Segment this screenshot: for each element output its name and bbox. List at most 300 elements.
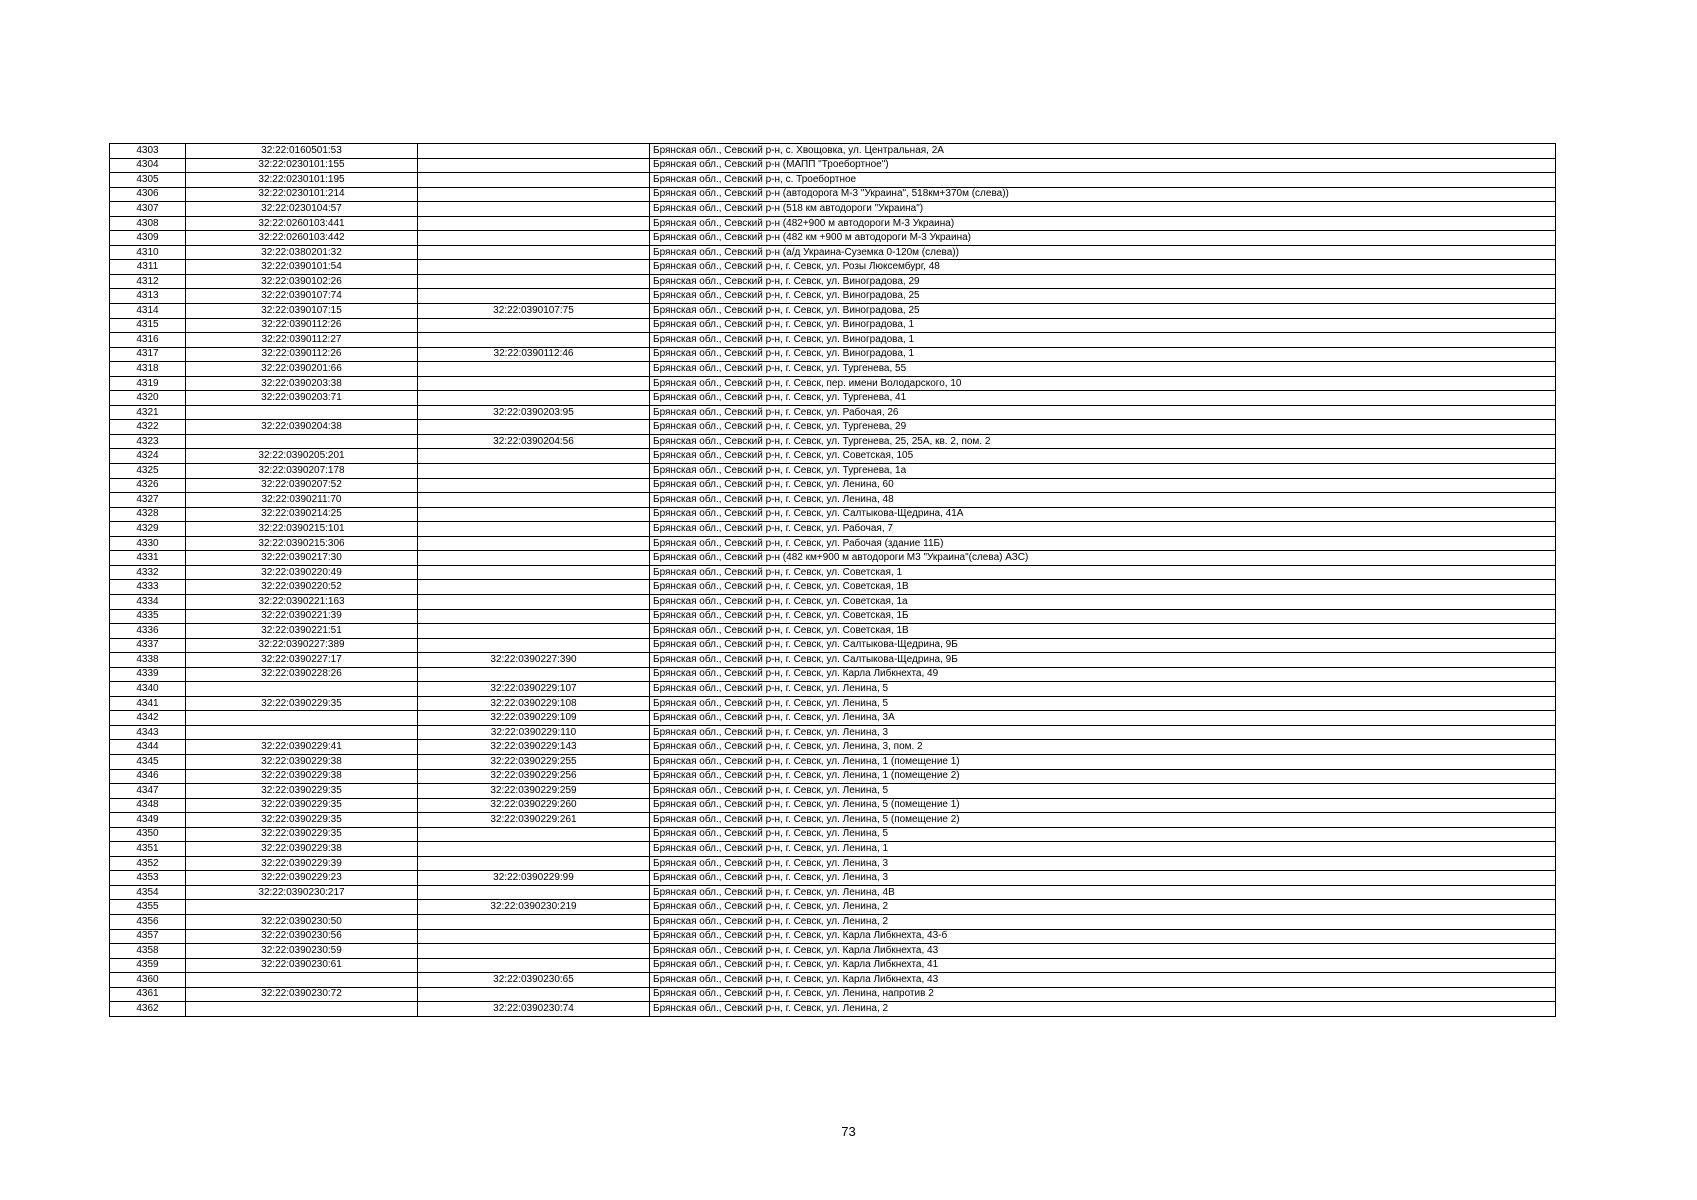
- address-cell: Брянская обл., Севский р-н, г. Севск, ул. Тургенева, 1а: [650, 464, 1556, 479]
- cadastral-number-cell: 32:22:0390230:56: [186, 929, 418, 944]
- cadastral-number-cell: 32:22:0390230:217: [186, 885, 418, 900]
- related-cadastral-number-cell: 32:22:0390229:259: [418, 784, 650, 799]
- related-cadastral-number-cell: 32:22:0390229:107: [418, 682, 650, 697]
- related-cadastral-number-cell: [418, 216, 650, 231]
- row-number-cell: 4362: [110, 1002, 186, 1017]
- row-number-cell: 4350: [110, 827, 186, 842]
- related-cadastral-number-cell: [418, 376, 650, 391]
- row-number-cell: 4311: [110, 260, 186, 275]
- related-cadastral-number-cell: 32:22:0390112:46: [418, 347, 650, 362]
- row-number-cell: 4357: [110, 929, 186, 944]
- related-cadastral-number-cell: [418, 507, 650, 522]
- row-number-cell: 4332: [110, 565, 186, 580]
- property-table-body: [110, 144, 1556, 1017]
- table-row: [110, 900, 1556, 915]
- related-cadastral-number-cell: [418, 289, 650, 304]
- related-cadastral-number-cell: 32:22:0390227:390: [418, 653, 650, 668]
- related-cadastral-number-cell: 32:22:0390229:109: [418, 711, 650, 726]
- row-number-cell: 4325: [110, 464, 186, 479]
- table-row: [110, 362, 1556, 377]
- address-cell: Брянская обл., Севский р-н, г. Севск, ул. Советская, 1В: [650, 580, 1556, 595]
- cadastral-number-cell: 32:22:0390207:52: [186, 478, 418, 493]
- related-cadastral-number-cell: [418, 594, 650, 609]
- related-cadastral-number-cell: 32:22:0390229:110: [418, 725, 650, 740]
- related-cadastral-number-cell: 32:22:0390203:95: [418, 405, 650, 420]
- address-cell: Брянская обл., Севский р-н (МАПП "Троебортное"): [650, 158, 1556, 173]
- address-cell: Брянская обл., Севский р-н, г. Севск, ул. Виноградова, 25: [650, 289, 1556, 304]
- table-row: [110, 784, 1556, 799]
- table-row: [110, 420, 1556, 435]
- cadastral-number-cell: [186, 434, 418, 449]
- row-number-cell: 4318: [110, 362, 186, 377]
- related-cadastral-number-cell: [418, 536, 650, 551]
- row-number-cell: 4338: [110, 653, 186, 668]
- row-number-cell: 4341: [110, 696, 186, 711]
- cadastral-number-cell: 32:22:0390227:17: [186, 653, 418, 668]
- table-row: [110, 929, 1556, 944]
- address-cell: Брянская обл., Севский р-н (482+900 м автодороги М-3 Украина): [650, 216, 1556, 231]
- row-number-cell: 4315: [110, 318, 186, 333]
- table-row: [110, 987, 1556, 1002]
- cadastral-number-cell: 32:22:0230101:214: [186, 187, 418, 202]
- table-row: [110, 333, 1556, 348]
- cadastral-number-cell: [186, 1002, 418, 1017]
- table-row: [110, 682, 1556, 697]
- table-row: [110, 405, 1556, 420]
- table-row: [110, 842, 1556, 857]
- cadastral-number-cell: 32:22:0390214:25: [186, 507, 418, 522]
- row-number-cell: 4314: [110, 304, 186, 319]
- table-row: [110, 638, 1556, 653]
- address-cell: Брянская обл., Севский р-н, г. Севск, ул. Ленина, напротив 2: [650, 987, 1556, 1002]
- address-cell: Брянская обл., Севский р-н, г. Севск, ул. Ленина, 3: [650, 871, 1556, 886]
- cadastral-number-cell: 32:22:0380201:32: [186, 245, 418, 260]
- related-cadastral-number-cell: [418, 856, 650, 871]
- cadastral-number-cell: 32:22:0390230:59: [186, 944, 418, 959]
- related-cadastral-number-cell: [418, 144, 650, 159]
- row-number-cell: 4344: [110, 740, 186, 755]
- related-cadastral-number-cell: 32:22:0390229:143: [418, 740, 650, 755]
- cadastral-number-cell: 32:22:0390107:15: [186, 304, 418, 319]
- row-number-cell: 4340: [110, 682, 186, 697]
- address-cell: Брянская обл., Севский р-н, г. Севск, ул. Ленина, 1 (помещение 1): [650, 754, 1556, 769]
- table-row: [110, 464, 1556, 479]
- row-number-cell: 4358: [110, 944, 186, 959]
- related-cadastral-number-cell: [418, 187, 650, 202]
- table-row: [110, 609, 1556, 624]
- table-row: [110, 158, 1556, 173]
- table-row: [110, 260, 1556, 275]
- related-cadastral-number-cell: 32:22:0390107:75: [418, 304, 650, 319]
- cadastral-number-cell: 32:22:0230101:195: [186, 173, 418, 188]
- cadastral-number-cell: 32:22:0390203:71: [186, 391, 418, 406]
- cadastral-number-cell: 32:22:0390107:74: [186, 289, 418, 304]
- cadastral-number-cell: 32:22:0390101:54: [186, 260, 418, 275]
- related-cadastral-number-cell: [418, 260, 650, 275]
- cadastral-number-cell: 32:22:0260103:442: [186, 231, 418, 246]
- table-row: [110, 711, 1556, 726]
- cadastral-number-cell: [186, 405, 418, 420]
- row-number-cell: 4304: [110, 158, 186, 173]
- address-cell: Брянская обл., Севский р-н, г. Севск, ул. Салтыкова-Щедрина, 9Б: [650, 653, 1556, 668]
- cadastral-number-cell: 32:22:0390230:72: [186, 987, 418, 1002]
- related-cadastral-number-cell: [418, 958, 650, 973]
- cadastral-number-cell: [186, 725, 418, 740]
- cadastral-number-cell: 32:22:0390227:389: [186, 638, 418, 653]
- table-row: [110, 449, 1556, 464]
- related-cadastral-number-cell: 32:22:0390229:256: [418, 769, 650, 784]
- address-cell: Брянская обл., Севский р-н, г. Севск, ул. Ленина, 1: [650, 842, 1556, 857]
- row-number-cell: 4333: [110, 580, 186, 595]
- address-cell: Брянская обл., Севский р-н, г. Севск, ул. Ленина, 2: [650, 1002, 1556, 1017]
- cadastral-number-cell: 32:22:0390220:52: [186, 580, 418, 595]
- table-row: [110, 144, 1556, 159]
- cadastral-number-cell: 32:22:0390102:26: [186, 274, 418, 289]
- table-row: [110, 754, 1556, 769]
- cadastral-number-cell: 32:22:0390229:39: [186, 856, 418, 871]
- table-row: [110, 493, 1556, 508]
- related-cadastral-number-cell: [418, 565, 650, 580]
- cadastral-number-cell: [186, 973, 418, 988]
- row-number-cell: 4359: [110, 958, 186, 973]
- address-cell: Брянская обл., Севский р-н, г. Севск, ул. Виноградова, 1: [650, 347, 1556, 362]
- related-cadastral-number-cell: 32:22:0390230:219: [418, 900, 650, 915]
- address-cell: Брянская обл., Севский р-н, г. Севск, ул. Виноградова, 29: [650, 274, 1556, 289]
- related-cadastral-number-cell: [418, 842, 650, 857]
- address-cell: Брянская обл., Севский р-н, г. Севск, ул. Карла Либкнехта, 49: [650, 667, 1556, 682]
- cadastral-number-cell: 32:22:0390112:26: [186, 347, 418, 362]
- row-number-cell: 4313: [110, 289, 186, 304]
- cadastral-number-cell: 32:22:0390112:26: [186, 318, 418, 333]
- cadastral-number-cell: 32:22:0390230:61: [186, 958, 418, 973]
- address-cell: Брянская обл., Севский р-н, г. Севск, ул. Ленина, 60: [650, 478, 1556, 493]
- row-number-cell: 4303: [110, 144, 186, 159]
- address-cell: Брянская обл., Севский р-н (518 км автодороги "Украина"): [650, 202, 1556, 217]
- table-row: [110, 813, 1556, 828]
- cadastral-number-cell: 32:22:0390229:35: [186, 798, 418, 813]
- row-number-cell: 4320: [110, 391, 186, 406]
- cadastral-number-cell: 32:22:0390229:41: [186, 740, 418, 755]
- address-cell: Брянская обл., Севский р-н, с. Хвощовка, ул. Центральная, 2А: [650, 144, 1556, 159]
- address-cell: Брянская обл., Севский р-н, г. Севск, ул. Ленина, 3А: [650, 711, 1556, 726]
- cadastral-number-cell: 32:22:0390203:38: [186, 376, 418, 391]
- address-cell: Брянская обл., Севский р-н, г. Севск, ул. Ленина, 3: [650, 725, 1556, 740]
- related-cadastral-number-cell: [418, 318, 650, 333]
- cadastral-number-cell: 32:22:0390229:38: [186, 769, 418, 784]
- address-cell: Брянская обл., Севский р-н, г. Севск, ул. Карла Либкнехта, 43: [650, 973, 1556, 988]
- address-cell: Брянская обл., Севский р-н, г. Севск, ул. Ленина, 3, пом. 2: [650, 740, 1556, 755]
- table-row: [110, 624, 1556, 639]
- related-cadastral-number-cell: [418, 420, 650, 435]
- related-cadastral-number-cell: [418, 464, 650, 479]
- related-cadastral-number-cell: [418, 493, 650, 508]
- cadastral-number-cell: 32:22:0390229:23: [186, 871, 418, 886]
- row-number-cell: 4360: [110, 973, 186, 988]
- row-number-cell: 4317: [110, 347, 186, 362]
- address-cell: Брянская обл., Севский р-н, г. Севск, ул. Ленина, 2: [650, 900, 1556, 915]
- related-cadastral-number-cell: [418, 158, 650, 173]
- page-number: 73: [841, 1124, 856, 1139]
- table-row: [110, 827, 1556, 842]
- related-cadastral-number-cell: [418, 478, 650, 493]
- cadastral-number-cell: 32:22:0390221:163: [186, 594, 418, 609]
- table-row: [110, 696, 1556, 711]
- table-row: [110, 274, 1556, 289]
- table-row: [110, 289, 1556, 304]
- row-number-cell: 4309: [110, 231, 186, 246]
- related-cadastral-number-cell: [418, 449, 650, 464]
- row-number-cell: 4354: [110, 885, 186, 900]
- address-cell: Брянская обл., Севский р-н, г. Севск, ул. Ленина, 5: [650, 696, 1556, 711]
- cadastral-number-cell: 32:22:0390215:306: [186, 536, 418, 551]
- cadastral-number-cell: [186, 682, 418, 697]
- cadastral-number-cell: [186, 711, 418, 726]
- cadastral-number-cell: 32:22:0390215:101: [186, 522, 418, 537]
- cadastral-number-cell: 32:22:0260103:441: [186, 216, 418, 231]
- table-row: [110, 973, 1556, 988]
- row-number-cell: 4352: [110, 856, 186, 871]
- table-row: [110, 536, 1556, 551]
- related-cadastral-number-cell: [418, 885, 650, 900]
- row-number-cell: 4329: [110, 522, 186, 537]
- address-cell: Брянская обл., Севский р-н, г. Севск, ул. Салтыкова-Щедрина, 9Б: [650, 638, 1556, 653]
- table-row: [110, 856, 1556, 871]
- cadastral-number-cell: 32:22:0390229:35: [186, 696, 418, 711]
- address-cell: Брянская обл., Севский р-н (автодорога М-3 "Украина", 518км+370м (слева)): [650, 187, 1556, 202]
- table-row: [110, 885, 1556, 900]
- row-number-cell: 4335: [110, 609, 186, 624]
- related-cadastral-number-cell: [418, 624, 650, 639]
- row-number-cell: 4346: [110, 769, 186, 784]
- row-number-cell: 4334: [110, 594, 186, 609]
- cadastral-number-cell: 32:22:0390201:66: [186, 362, 418, 377]
- address-cell: Брянская обл., Севский р-н, г. Севск, ул. Советская, 1Б: [650, 609, 1556, 624]
- row-number-cell: 4347: [110, 784, 186, 799]
- related-cadastral-number-cell: 32:22:0390229:260: [418, 798, 650, 813]
- cadastral-number-cell: 32:22:0390207:178: [186, 464, 418, 479]
- related-cadastral-number-cell: [418, 638, 650, 653]
- row-number-cell: 4345: [110, 754, 186, 769]
- row-number-cell: 4310: [110, 245, 186, 260]
- table-row: [110, 347, 1556, 362]
- related-cadastral-number-cell: [418, 274, 650, 289]
- address-cell: Брянская обл., Севский р-н, г. Севск, ул. Ленина, 1 (помещение 2): [650, 769, 1556, 784]
- cadastral-number-cell: 32:22:0390220:49: [186, 565, 418, 580]
- table-row: [110, 653, 1556, 668]
- cadastral-number-cell: 32:22:0230101:155: [186, 158, 418, 173]
- related-cadastral-number-cell: 32:22:0390229:255: [418, 754, 650, 769]
- table-row: [110, 318, 1556, 333]
- cadastral-number-cell: 32:22:0390221:51: [186, 624, 418, 639]
- cadastral-number-cell: 32:22:0390221:39: [186, 609, 418, 624]
- related-cadastral-number-cell: [418, 391, 650, 406]
- table-row: [110, 667, 1556, 682]
- address-cell: Брянская обл., Севский р-н (а/д Украина-Суземка 0-120м (слева)): [650, 245, 1556, 260]
- address-cell: Брянская обл., Севский р-н, г. Севск, ул. Ленина, 48: [650, 493, 1556, 508]
- address-cell: Брянская обл., Севский р-н, г. Севск, ул. Ленина, 5 (помещение 1): [650, 798, 1556, 813]
- table-row: [110, 202, 1556, 217]
- row-number-cell: 4353: [110, 871, 186, 886]
- row-number-cell: 4331: [110, 551, 186, 566]
- table-row: [110, 507, 1556, 522]
- related-cadastral-number-cell: [418, 551, 650, 566]
- address-cell: Брянская обл., Севский р-н, г. Севск, ул. Советская, 105: [650, 449, 1556, 464]
- row-number-cell: 4337: [110, 638, 186, 653]
- row-number-cell: 4330: [110, 536, 186, 551]
- related-cadastral-number-cell: 32:22:0390230:65: [418, 973, 650, 988]
- address-cell: Брянская обл., Севский р-н, г. Севск, ул. Ленина, 3: [650, 856, 1556, 871]
- table-row: [110, 245, 1556, 260]
- row-number-cell: 4324: [110, 449, 186, 464]
- address-cell: Брянская обл., Севский р-н, г. Севск, ул. Карла Либкнехта, 43: [650, 944, 1556, 959]
- related-cadastral-number-cell: [418, 362, 650, 377]
- address-cell: Брянская обл., Севский р-н, г. Севск, ул. Рабочая, 7: [650, 522, 1556, 537]
- related-cadastral-number-cell: [418, 609, 650, 624]
- cadastral-number-cell: 32:22:0160501:53: [186, 144, 418, 159]
- table-row: [110, 173, 1556, 188]
- table-row: [110, 1002, 1556, 1017]
- table-row: [110, 944, 1556, 959]
- address-cell: Брянская обл., Севский р-н (482 км +900 м автодороги М-3 Украина): [650, 231, 1556, 246]
- address-cell: Брянская обл., Севский р-н, г. Севск, ул. Ленина, 5 (помещение 2): [650, 813, 1556, 828]
- cadastral-number-cell: 32:22:0390229:38: [186, 754, 418, 769]
- cadastral-number-cell: 32:22:0390229:35: [186, 827, 418, 842]
- address-cell: Брянская обл., Севский р-н, г. Севск, ул. Салтыкова-Щедрина, 41А: [650, 507, 1556, 522]
- address-cell: Брянская обл., Севский р-н, г. Севск, ул. Советская, 1а: [650, 594, 1556, 609]
- related-cadastral-number-cell: [418, 333, 650, 348]
- address-cell: Брянская обл., Севский р-н, г. Севск, ул. Советская, 1: [650, 565, 1556, 580]
- related-cadastral-number-cell: [418, 245, 650, 260]
- address-cell: Брянская обл., Севский р-н, г. Севск, ул. Виноградова, 1: [650, 333, 1556, 348]
- cadastral-number-cell: 32:22:0390211:70: [186, 493, 418, 508]
- row-number-cell: 4305: [110, 173, 186, 188]
- address-cell: Брянская обл., Севский р-н, г. Севск, ул. Ленина, 5: [650, 827, 1556, 842]
- address-cell: Брянская обл., Севский р-н, г. Севск, ул. Тургенева, 29: [650, 420, 1556, 435]
- row-number-cell: 4321: [110, 405, 186, 420]
- row-number-cell: 4316: [110, 333, 186, 348]
- table-row: [110, 216, 1556, 231]
- address-cell: Брянская обл., Севский р-н, г. Севск, ул. Карла Либкнехта, 43-б: [650, 929, 1556, 944]
- related-cadastral-number-cell: [418, 929, 650, 944]
- address-cell: Брянская обл., Севский р-н, г. Севск, ул. Тургенева, 55: [650, 362, 1556, 377]
- address-cell: Брянская обл., Севский р-н, г. Севск, ул. Ленина, 2: [650, 914, 1556, 929]
- related-cadastral-number-cell: 32:22:0390229:261: [418, 813, 650, 828]
- related-cadastral-number-cell: [418, 944, 650, 959]
- address-cell: Брянская обл., Севский р-н, г. Севск, ул. Советская, 1В: [650, 624, 1556, 639]
- related-cadastral-number-cell: [418, 173, 650, 188]
- row-number-cell: 4351: [110, 842, 186, 857]
- table-row: [110, 376, 1556, 391]
- table-row: [110, 871, 1556, 886]
- cadastral-number-cell: 32:22:0390204:38: [186, 420, 418, 435]
- table-row: [110, 391, 1556, 406]
- related-cadastral-number-cell: [418, 522, 650, 537]
- cadastral-number-cell: 32:22:0390112:27: [186, 333, 418, 348]
- row-number-cell: 4312: [110, 274, 186, 289]
- related-cadastral-number-cell: 32:22:0390230:74: [418, 1002, 650, 1017]
- row-number-cell: 4361: [110, 987, 186, 1002]
- address-cell: Брянская обл., Севский р-н, г. Севск, ул. Розы Люксембург, 48: [650, 260, 1556, 275]
- address-cell: Брянская обл., Севский р-н, г. Севск, ул. Ленина, 5: [650, 682, 1556, 697]
- related-cadastral-number-cell: [418, 580, 650, 595]
- address-cell: Брянская обл., Севский р-н, г. Севск, ул. Виноградова, 1: [650, 318, 1556, 333]
- cadastral-number-cell: 32:22:0390228:26: [186, 667, 418, 682]
- row-number-cell: 4349: [110, 813, 186, 828]
- address-cell: Брянская обл., Севский р-н, г. Севск, ул. Рабочая, 26: [650, 405, 1556, 420]
- address-cell: Брянская обл., Севский р-н, г. Севск, ул. Виноградова, 25: [650, 304, 1556, 319]
- cadastral-number-cell: [186, 900, 418, 915]
- related-cadastral-number-cell: [418, 987, 650, 1002]
- table-row: [110, 914, 1556, 929]
- table-row: [110, 725, 1556, 740]
- cadastral-number-cell: 32:22:0390217:30: [186, 551, 418, 566]
- row-number-cell: 4339: [110, 667, 186, 682]
- table-row: [110, 580, 1556, 595]
- table-row: [110, 304, 1556, 319]
- row-number-cell: 4348: [110, 798, 186, 813]
- cadastral-number-cell: 32:22:0390229:35: [186, 813, 418, 828]
- address-cell: Брянская обл., Севский р-н, г. Севск, ул. Ленина, 5: [650, 784, 1556, 799]
- related-cadastral-number-cell: [418, 914, 650, 929]
- row-number-cell: 4356: [110, 914, 186, 929]
- table-row: [110, 594, 1556, 609]
- address-cell: Брянская обл., Севский р-н (482 км+900 м автодороги М3 "Украина"(слева) АЗС): [650, 551, 1556, 566]
- related-cadastral-number-cell: [418, 827, 650, 842]
- related-cadastral-number-cell: 32:22:0390229:99: [418, 871, 650, 886]
- related-cadastral-number-cell: [418, 202, 650, 217]
- related-cadastral-number-cell: 32:22:0390229:108: [418, 696, 650, 711]
- row-number-cell: 4323: [110, 434, 186, 449]
- table-row: [110, 740, 1556, 755]
- row-number-cell: 4336: [110, 624, 186, 639]
- table-row: [110, 769, 1556, 784]
- row-number-cell: 4322: [110, 420, 186, 435]
- address-cell: Брянская обл., Севский р-н, г. Севск, пер. имени Володарского, 10: [650, 376, 1556, 391]
- address-cell: Брянская обл., Севский р-н, г. Севск, ул. Карла Либкнехта, 41: [650, 958, 1556, 973]
- table-row: [110, 522, 1556, 537]
- address-cell: Брянская обл., Севский р-н, с. Троебортное: [650, 173, 1556, 188]
- address-cell: Брянская обл., Севский р-н, г. Севск, ул. Ленина, 4В: [650, 885, 1556, 900]
- row-number-cell: 4308: [110, 216, 186, 231]
- table-row: [110, 798, 1556, 813]
- row-number-cell: 4326: [110, 478, 186, 493]
- table-row: [110, 565, 1556, 580]
- row-number-cell: 4319: [110, 376, 186, 391]
- property-table: [109, 143, 1556, 1017]
- row-number-cell: 4306: [110, 187, 186, 202]
- row-number-cell: 4327: [110, 493, 186, 508]
- row-number-cell: 4355: [110, 900, 186, 915]
- table-row: [110, 434, 1556, 449]
- row-number-cell: 4307: [110, 202, 186, 217]
- address-cell: Брянская обл., Севский р-н, г. Севск, ул. Тургенева, 25, 25А, кв. 2, пом. 2: [650, 434, 1556, 449]
- row-number-cell: 4328: [110, 507, 186, 522]
- related-cadastral-number-cell: 32:22:0390204:56: [418, 434, 650, 449]
- table-row: [110, 187, 1556, 202]
- address-cell: Брянская обл., Севский р-н, г. Севск, ул. Рабочая (здание 11Б): [650, 536, 1556, 551]
- cadastral-number-cell: 32:22:0390229:38: [186, 842, 418, 857]
- related-cadastral-number-cell: [418, 667, 650, 682]
- cadastral-number-cell: 32:22:0390230:50: [186, 914, 418, 929]
- table-row: [110, 551, 1556, 566]
- cadastral-number-cell: 32:22:0390205:201: [186, 449, 418, 464]
- address-cell: Брянская обл., Севский р-н, г. Севск, ул. Тургенева, 41: [650, 391, 1556, 406]
- table-row: [110, 958, 1556, 973]
- cadastral-number-cell: 32:22:0230104:57: [186, 202, 418, 217]
- row-number-cell: 4342: [110, 711, 186, 726]
- cadastral-number-cell: 32:22:0390229:35: [186, 784, 418, 799]
- table-row: [110, 478, 1556, 493]
